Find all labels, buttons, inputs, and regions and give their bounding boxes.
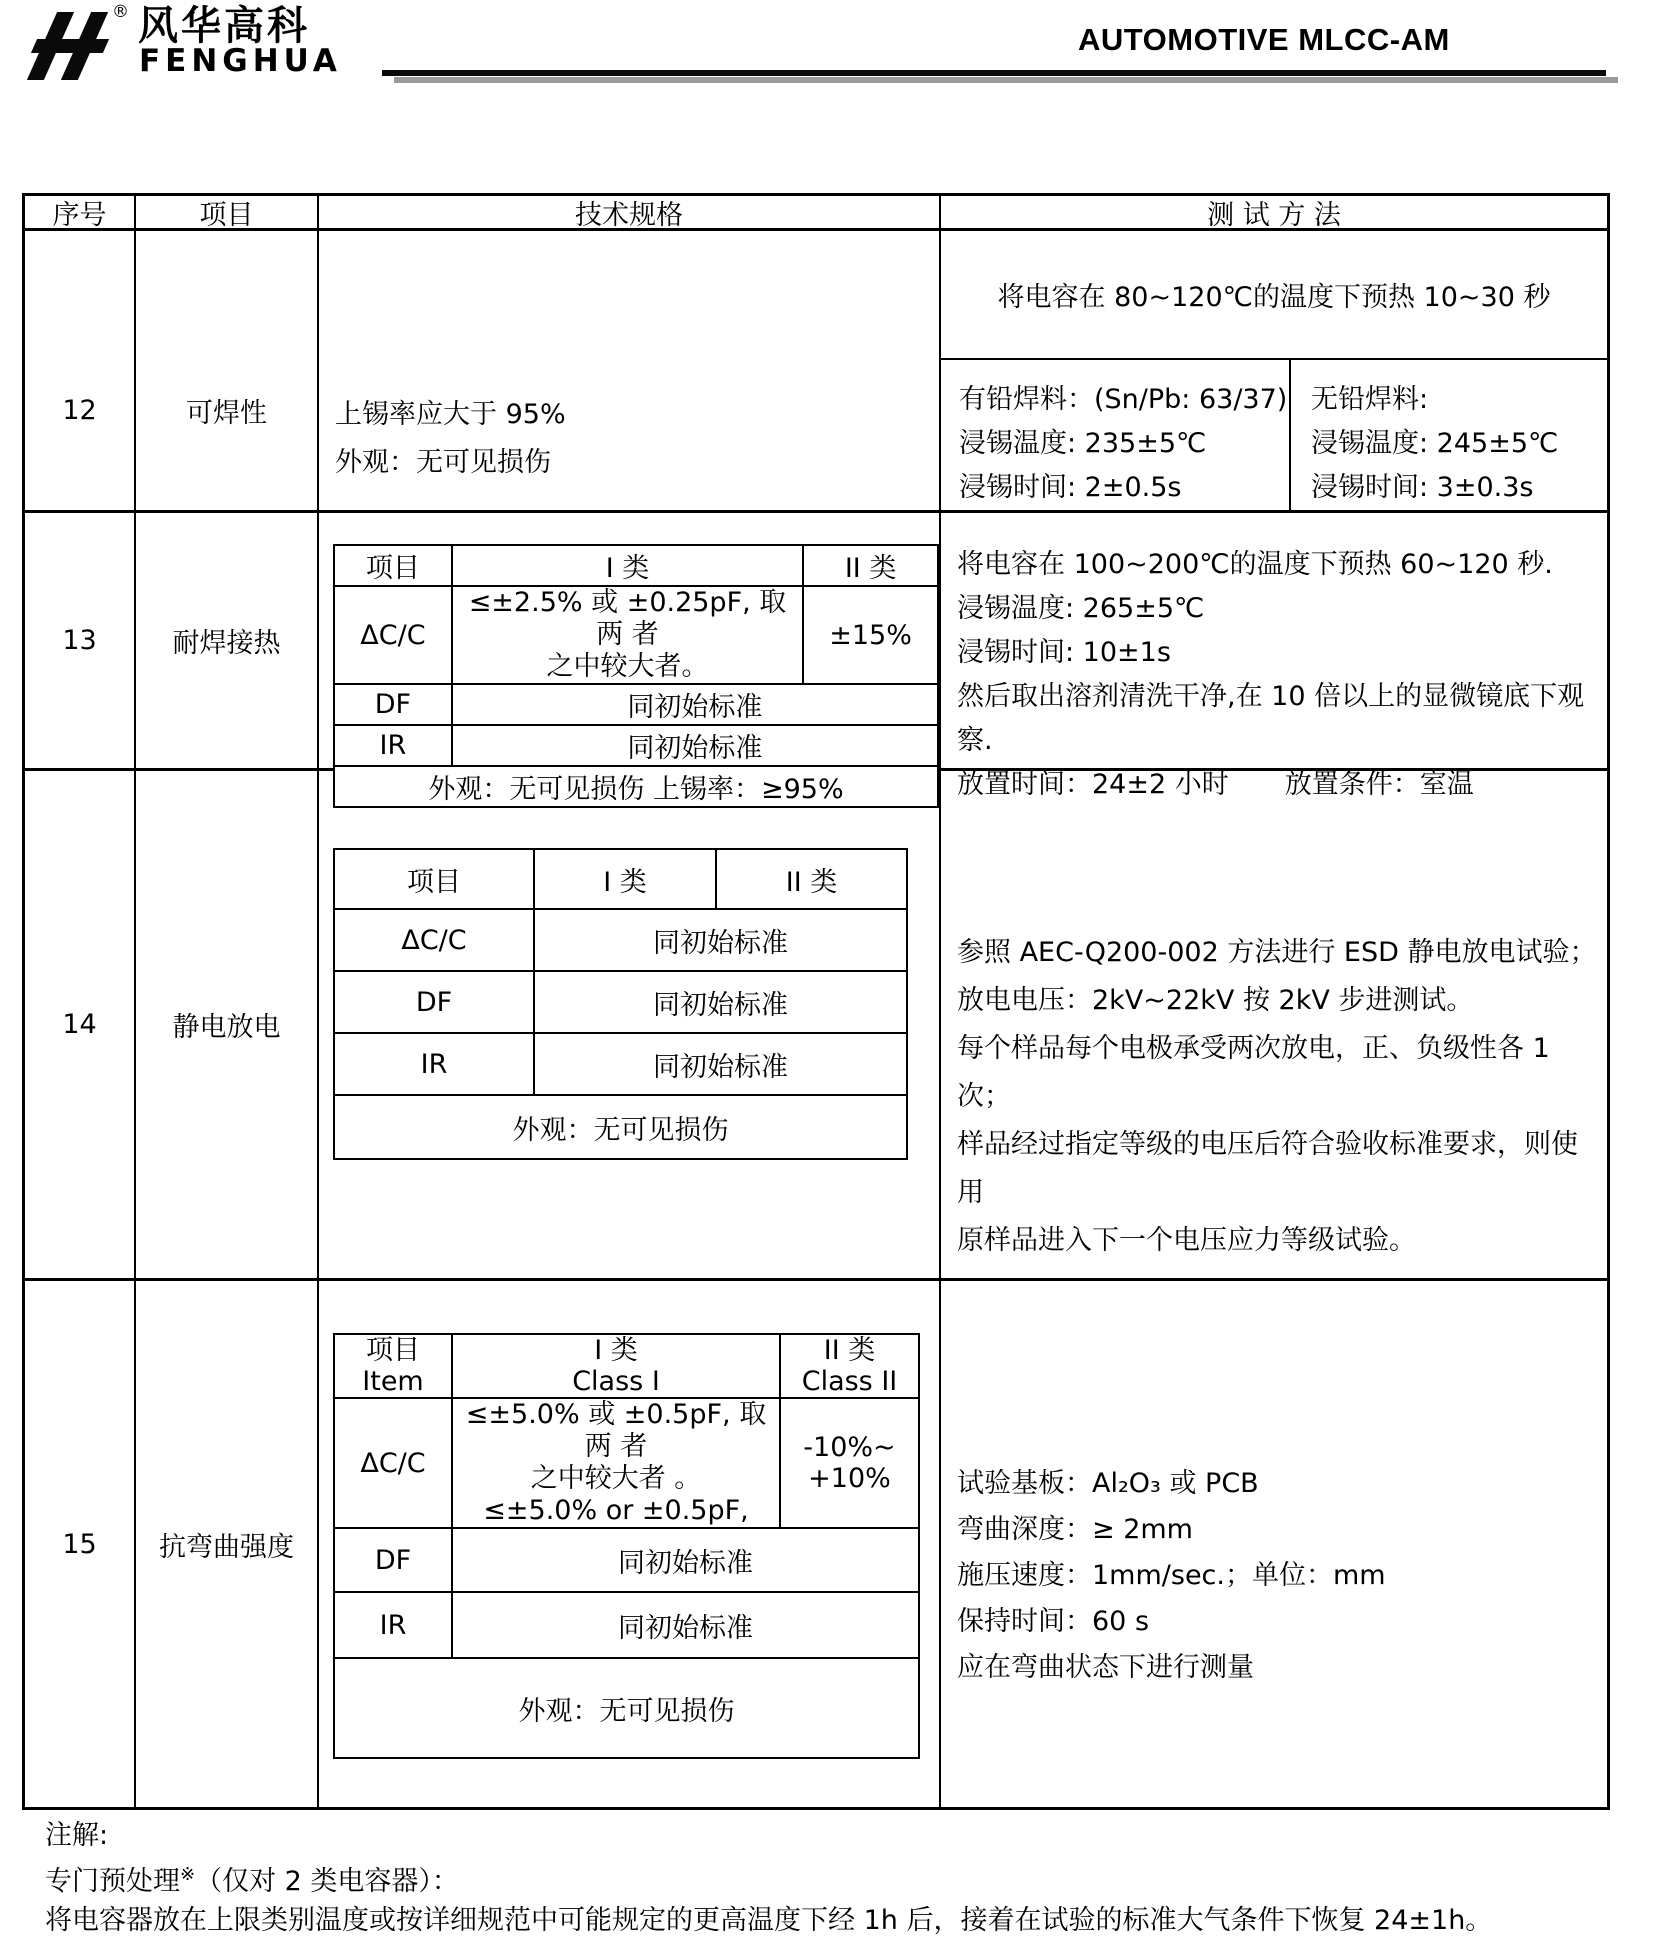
- row13-method-line4: 然后取出溶剂清洗干净,在 10 倍以上的显微镜底下观察.: [957, 681, 1585, 756]
- row15-no: 15: [25, 1281, 136, 1807]
- t13-ir-label: IR: [334, 725, 452, 766]
- row14-no: 14: [25, 771, 136, 1281]
- t13-dcc-class1: ≤±2.5% 或 ±0.25pF, 取 两 者 之中较大者。: [452, 586, 803, 684]
- leaded-solder-line3: 浸锡时间: 2±0.5s: [959, 472, 1182, 503]
- t15-header-item: 项目 Item: [334, 1334, 452, 1398]
- row15-method-line2: 弯曲深度：≥ 2mm: [957, 1514, 1193, 1545]
- row13-item: 耐焊接热: [136, 513, 319, 771]
- t14-df-value: 同初始标准: [534, 971, 907, 1033]
- doc-title: AUTOMOTIVE MLCC-AM: [1078, 22, 1450, 57]
- row14-method-line1: 参照 AEC-Q200-002 方法进行 ESD 静电放电试验；: [957, 937, 1597, 968]
- brand-name-en: FENGHUA: [139, 43, 342, 79]
- row14-method-line2: 放电电压：2kV~22kV 按 2kV 步进测试。: [957, 985, 1474, 1016]
- storage-condition: 放置条件：室温: [1284, 769, 1474, 800]
- row14-method: [941, 771, 1607, 1281]
- col-header-spec: 技术规格: [319, 196, 941, 231]
- row13-method: [941, 513, 1607, 800]
- t15-ir-value: 同初始标准: [452, 1592, 919, 1658]
- t14-header-item: 项目: [334, 849, 534, 909]
- spec-table: [22, 193, 1610, 1810]
- row14-item: 静电放电: [136, 771, 319, 1281]
- t15-header-class1: I 类 Class I: [452, 1334, 780, 1398]
- row14-method-line4: 样品经过指定等级的电压后符合验收标准要求，则使用: [957, 1129, 1578, 1208]
- row12-method: [941, 231, 1607, 513]
- t15-header-class2: II 类 Class II: [780, 1334, 919, 1398]
- t14-ir-value: 同初始标准: [534, 1033, 907, 1095]
- t15-dcc-class1: ≤±5.0% 或 ±0.5pF, 取 两 者 之中较大者 。 ≤±5.0% or ±0.5pF,: [452, 1398, 780, 1528]
- row14-method-line5: 原样品进入下一个电压应力等级试验。: [957, 1225, 1416, 1256]
- row12-spec-line2: 外观：无可见损伤: [335, 447, 551, 478]
- note-line1: 注解:: [45, 1820, 109, 1851]
- logo-stroke: [31, 39, 109, 53]
- row15-method-line5: 应在弯曲状态下进行测量: [957, 1652, 1254, 1683]
- t13-dcc-label: ΔC/C: [334, 586, 452, 684]
- t14-ir-label: IR: [334, 1033, 534, 1095]
- row13-method-line2: 浸锡温度: 265±5℃: [957, 593, 1205, 624]
- t13-df-label: DF: [334, 684, 452, 725]
- row12-item: 可焊性: [136, 231, 319, 513]
- t15-df-label: DF: [334, 1528, 452, 1592]
- t13-df-value: 同初始标准: [452, 684, 938, 725]
- t14-header-class1: I 类: [534, 849, 716, 909]
- row12-spec: [319, 231, 941, 513]
- row15-spec-table: [333, 1333, 920, 1759]
- row13-spec-table: [333, 544, 939, 808]
- leadfree-solder-line3: 浸锡时间: 3±0.3s: [1311, 472, 1534, 503]
- leadfree-solder-line1: 无铅焊料:: [1311, 384, 1429, 415]
- row15-method-line4: 保持时间：60 s: [957, 1606, 1150, 1637]
- t15-dcc-class2: -10%~ +10%: [780, 1398, 919, 1528]
- row12-method-preheat: 将电容在 80~120℃的温度下预热 10~30 秒: [941, 231, 1607, 360]
- row13-method-line3: 浸锡时间: 10±1s: [957, 637, 1171, 668]
- row12-spec-line1: 上锡率应大于 95%: [335, 399, 566, 430]
- header-rule-black: [382, 70, 1606, 76]
- registered-trademark-icon: ®: [112, 2, 129, 22]
- t15-dcc-label: ΔC/C: [334, 1398, 452, 1528]
- t13-ir-value: 同初始标准: [452, 725, 938, 766]
- row15-item: 抗弯曲强度: [136, 1281, 319, 1807]
- t13-header-item: 项目: [334, 545, 452, 586]
- t14-dcc-label: ΔC/C: [334, 909, 534, 971]
- storage-time: 放置时间：24±2 小时: [957, 769, 1229, 800]
- reference-mark: ※: [180, 1864, 196, 1885]
- t13-appearance: 外观：无可见损伤 上锡率：≥95%: [334, 766, 938, 807]
- col-header-method: 测 试 方 法: [941, 196, 1607, 231]
- t15-ir-label: IR: [334, 1592, 452, 1658]
- t14-df-label: DF: [334, 971, 534, 1033]
- row12-no: 12: [25, 231, 136, 513]
- t13-dcc-class2: ±15%: [803, 586, 938, 684]
- row13-no: 13: [25, 513, 136, 771]
- leadfree-solder-line2: 浸锡温度: 245±5℃: [1311, 428, 1559, 459]
- t15-df-value: 同初始标准: [452, 1528, 919, 1592]
- t14-appearance: 外观：无可见损伤: [334, 1095, 907, 1159]
- note-line2: 专门预处理※（仅对 2 类电容器）：: [45, 1864, 459, 1897]
- row13-method-line1: 将电容在 100~200℃的温度下预热 60~120 秒.: [957, 549, 1553, 580]
- header-rule-gray: [394, 77, 1618, 83]
- row13-spec: [319, 513, 941, 805]
- col-header-item: 项目: [136, 196, 319, 231]
- leaded-solder-line1: 有铅焊料：(Sn/Pb: 63/37): [959, 384, 1288, 415]
- t13-header-class2: II 类: [803, 545, 938, 586]
- footnotes: [45, 1816, 1492, 1940]
- note-line3: 将电容器放在上限类别温度或按详细规范中可能规定的更高温度下经 1h 后，接着在试验的标准大气条件下恢复 24±1h。: [45, 1905, 1493, 1936]
- row14-spec-table: [333, 848, 908, 1160]
- row15-method: [941, 1281, 1607, 1807]
- col-header-no: 序号: [25, 196, 136, 231]
- row12-method-leaded-solder: [941, 360, 1291, 510]
- row14-method-line3: 每个样品每个电极承受两次放电，正、负级性各 1 次；: [957, 1033, 1550, 1112]
- row14-spec: [319, 771, 941, 1281]
- row15-method-line1: 试验基板：Al₂O₃ 或 PCB: [957, 1468, 1259, 1499]
- t15-appearance: 外观：无可见损伤: [334, 1658, 919, 1758]
- row15-method-line3: 施压速度：1mm/sec.；单位：mm: [957, 1560, 1386, 1591]
- leaded-solder-line2: 浸锡温度: 235±5℃: [959, 428, 1207, 459]
- t13-header-class1: I 类: [452, 545, 803, 586]
- brand-name-cn: 风华高科: [138, 3, 310, 49]
- row12-method-leadfree-solder: [1291, 360, 1607, 510]
- t14-header-class2: II 类: [716, 849, 907, 909]
- row15-spec: [319, 1281, 941, 1807]
- t14-dcc-value: 同初始标准: [534, 909, 907, 971]
